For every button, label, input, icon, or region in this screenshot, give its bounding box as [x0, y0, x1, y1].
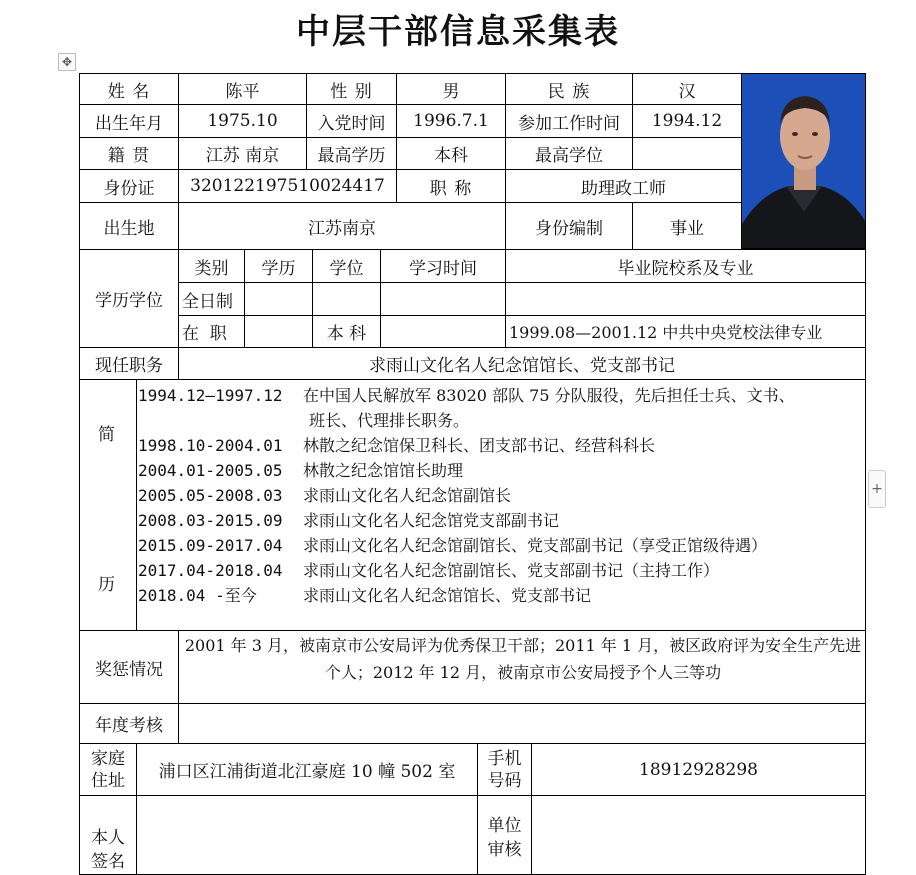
sign-label-line2: 签名: [91, 852, 125, 872]
home-label-line1: 家庭: [91, 748, 125, 769]
edu-row-parttime-edu[interactable]: [244, 315, 313, 348]
awards-label: 奖惩情况: [79, 630, 179, 704]
form-title: 中层干部信息采集表: [296, 12, 620, 52]
birthplace-label: 出生地: [79, 202, 179, 250]
edu-value[interactable]: 本科: [396, 137, 506, 170]
resume-line: 2018.04 -至今 求雨山文化名人纪念馆馆长、党支部书记: [138, 586, 592, 605]
edu-row-parttime-type: 在 职: [178, 315, 245, 348]
position-value[interactable]: 求雨山文化名人纪念馆馆长、党支部书记: [178, 347, 866, 380]
resume-list: [138, 383, 866, 608]
edu-row-parttime-time[interactable]: [380, 315, 506, 348]
home-label-cell: [79, 743, 137, 796]
resume-line: 1994.12—1997.12 在中国人民解放军 83020 部队 75 分队服役，先后担任士兵、文书、: [138, 386, 795, 405]
home-label-line2: 住址: [91, 770, 125, 791]
birth-value[interactable]: 1975.10: [178, 104, 307, 138]
native-label: 籍 贯: [79, 137, 179, 170]
resume-label-bottom: 历: [98, 575, 115, 595]
sign-label-cell: [79, 795, 137, 875]
party-value[interactable]: 1996.7.1: [396, 104, 506, 138]
work-value[interactable]: 1994.12: [632, 104, 742, 138]
resume-line: 2015.09-2017.04 求雨山文化名人纪念馆副馆长、党支部副书记（享受正馆级待遇）: [138, 536, 768, 555]
resume-line: 班长、代理排长职务。: [309, 411, 470, 430]
id-label: 身份证: [79, 169, 179, 203]
edu-row-parttime-degree[interactable]: 本 科: [312, 315, 381, 348]
unit-label-line2: 审核: [487, 840, 522, 860]
edu-header-time: 学习时间: [380, 249, 506, 283]
degree-label: 最高学位: [505, 137, 633, 170]
resume-line: 2017.04-2018.04 求雨山文化名人纪念馆副馆长、党支部副书记（主持工作）: [138, 561, 720, 580]
edu-row-fulltime-type: 全日制: [178, 282, 245, 316]
resume-line: 1998.10-2004.01 林散之纪念馆保卫科长、团支部书记、经营科科长: [138, 436, 656, 455]
ethnicity-label: 民 族: [505, 73, 633, 105]
resume-line: 2004.01-2005.05 林散之纪念馆馆长助理: [138, 461, 464, 480]
edu-header-degree: 学位: [312, 249, 381, 283]
id-photo: [741, 73, 866, 249]
phone-label-line1: 手机: [487, 748, 522, 769]
edu-label: 最高学历: [306, 137, 397, 170]
native-value[interactable]: 江苏 南京: [178, 137, 307, 170]
prof-title-label: 职 称: [396, 169, 506, 203]
resume-line: 2008.03-2015.09 求雨山文化名人纪念馆党支部副书记: [138, 511, 560, 530]
name-label: 姓 名: [79, 73, 179, 105]
party-label: 入党时间: [306, 104, 397, 138]
edu-header-edu: 学历: [244, 249, 313, 283]
ethnicity-value[interactable]: 汉: [632, 73, 742, 105]
education-label: 学历学位: [79, 249, 179, 348]
gender-label: 性 别: [306, 73, 397, 105]
sign-value[interactable]: [136, 795, 478, 875]
phone-label-cell: [477, 743, 532, 796]
portrait-image: [742, 74, 866, 249]
unit-label-line1: 单位: [487, 816, 522, 836]
table-move-handle-icon[interactable]: ✥: [58, 53, 76, 71]
edu-row-fulltime-time[interactable]: [380, 282, 506, 316]
add-row-plus-icon[interactable]: +: [868, 470, 886, 508]
staffing-value[interactable]: 事业: [632, 202, 742, 250]
id-value[interactable]: 320122197510024417: [178, 169, 397, 203]
awards-value: 2001 年 3 月，被南京市公安局评为优秀保卫干部；2011 年 1 月，被区政府评为安全生产先进个人；2012 年 12 月，被南京市公安局授予个人三等功: [184, 636, 862, 682]
staffing-label: 身份编制: [505, 202, 633, 250]
birthplace-value[interactable]: 江苏南京: [178, 202, 506, 250]
edu-header-school: 毕业院校系及专业: [505, 249, 866, 283]
name-value[interactable]: 陈平: [178, 73, 307, 105]
birth-label: 出生年月: [79, 104, 179, 138]
phone-value[interactable]: 18912928298: [531, 743, 866, 796]
annual-value[interactable]: [178, 703, 866, 744]
edu-row-fulltime-school[interactable]: [505, 282, 866, 316]
degree-value[interactable]: [632, 137, 742, 170]
annual-label: 年度考核: [79, 703, 179, 744]
prof-title-value[interactable]: 助理政工师: [505, 169, 742, 203]
resume-label-top: 简: [98, 425, 115, 445]
phone-label-line2: 号码: [487, 770, 522, 791]
edu-row-fulltime-edu[interactable]: [244, 282, 313, 316]
edu-header-type: 类别: [178, 249, 245, 283]
position-label: 现任职务: [79, 347, 179, 380]
sign-label-line1: 本人: [91, 828, 125, 848]
resume-line: 2005.05-2008.03 求雨山文化名人纪念馆副馆长: [138, 486, 512, 505]
work-label: 参加工作时间: [505, 104, 633, 138]
edu-row-fulltime-degree[interactable]: [312, 282, 381, 316]
edu-row-parttime-school[interactable]: 1999.08—2001.12 中共中央党校法律专业: [505, 315, 866, 348]
unit-value[interactable]: [531, 795, 866, 875]
unit-label-cell: [477, 795, 532, 875]
home-value[interactable]: 浦口区江浦街道北江豪庭 10 幢 502 室: [136, 743, 478, 796]
gender-value[interactable]: 男: [396, 73, 506, 105]
